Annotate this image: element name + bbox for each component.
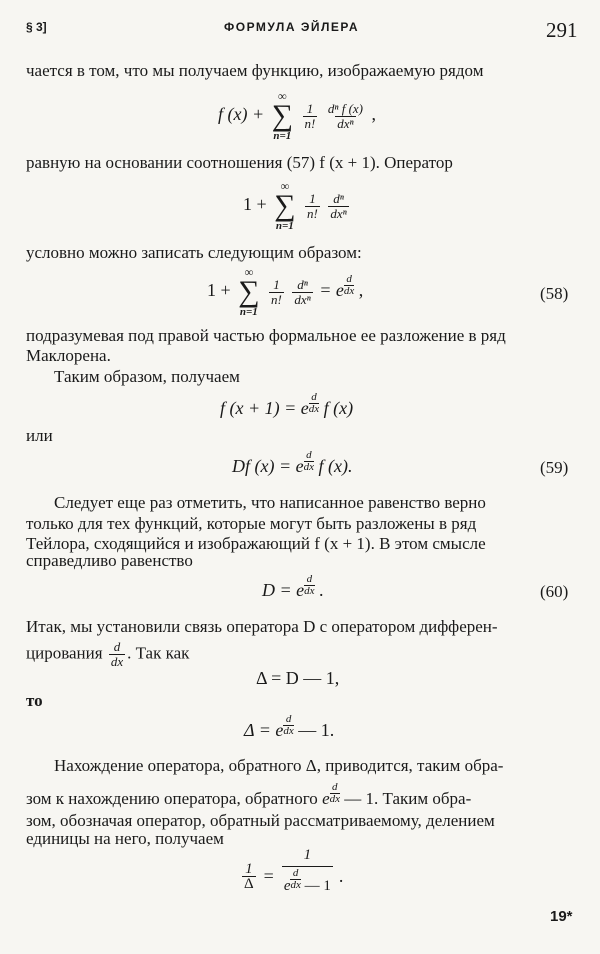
frac-den: dx bbox=[110, 654, 124, 669]
fraction bbox=[292, 278, 312, 307]
eq-tail: . bbox=[338, 866, 344, 886]
fraction bbox=[328, 192, 348, 221]
frac-num: 1 bbox=[309, 190, 316, 206]
exponent bbox=[330, 782, 340, 805]
equation-operator-series bbox=[243, 180, 351, 232]
paragraph-line: Следует еще раз отметить, что написанное равенство верно bbox=[54, 493, 486, 512]
equation-60 bbox=[262, 573, 324, 611]
frac-den: n! bbox=[304, 115, 316, 131]
paragraph-line: только для тех функций, которые могут быть разложены в ряд bbox=[26, 514, 477, 533]
eq-lhs: 1 + bbox=[243, 194, 267, 215]
den-base: e bbox=[283, 878, 291, 894]
eq-tail: , bbox=[371, 104, 376, 125]
page-number: 291 bbox=[546, 18, 578, 42]
sum-lower: n=1 bbox=[239, 306, 258, 318]
sum-operator: ∞ ∑ n=1 bbox=[274, 179, 296, 232]
eq-lhs: f (x) + bbox=[218, 104, 265, 125]
frac-den: dxⁿ bbox=[330, 205, 347, 221]
eq-tail: , bbox=[358, 280, 364, 301]
exponent bbox=[304, 450, 314, 473]
equation-delta-exp bbox=[244, 713, 335, 751]
frac-num: 1 bbox=[245, 861, 253, 877]
frac-num: 1 bbox=[273, 276, 280, 292]
paragraph-line: равную на основании соотношения (57) f (x + 1). Оператор bbox=[26, 153, 453, 172]
text-fragment: — 1. Таким обра- bbox=[344, 789, 472, 808]
equation-number: (60) bbox=[540, 582, 569, 601]
paragraph-line: справедливо равенство bbox=[26, 551, 193, 570]
equation-inverse-delta bbox=[240, 848, 343, 905]
fraction bbox=[242, 862, 256, 891]
paragraph-line-with-fraction bbox=[26, 640, 189, 669]
exp-num: d bbox=[292, 867, 299, 879]
eq-rhs: f (x) bbox=[323, 398, 354, 418]
equation-delta-def: Δ = D — 1, bbox=[256, 668, 340, 688]
frac-den bbox=[282, 866, 333, 905]
sum-operator: ∞ ∑ n=1 bbox=[271, 89, 294, 142]
eq-tail: . bbox=[319, 580, 324, 600]
inline-fraction bbox=[109, 640, 125, 669]
equation-59 bbox=[232, 449, 353, 487]
exp-den: dx bbox=[308, 403, 320, 415]
exp-den: dx bbox=[343, 285, 355, 298]
exp-den: dx bbox=[303, 461, 315, 473]
exp-num: d bbox=[285, 713, 292, 725]
eq-rhs: — 1. bbox=[298, 720, 335, 740]
frac-den: n! bbox=[271, 291, 282, 307]
eq-lhs: Δ = e bbox=[244, 720, 284, 740]
fraction bbox=[326, 102, 365, 131]
exponent bbox=[283, 714, 293, 737]
fraction bbox=[303, 102, 318, 131]
sum-upper: ∞ bbox=[278, 89, 287, 103]
frac-den: n! bbox=[307, 205, 318, 221]
exponent bbox=[309, 392, 319, 415]
text-fragment: цирования bbox=[26, 643, 103, 663]
equation-series-f bbox=[218, 90, 376, 142]
sum-lower: n=1 bbox=[273, 130, 292, 142]
eq-lhs: Df (x) = e bbox=[232, 456, 304, 476]
frac-den: dxⁿ bbox=[294, 291, 311, 307]
eq-equals: = bbox=[263, 866, 274, 886]
equation-number: (58) bbox=[540, 284, 569, 303]
paragraph-line: то bbox=[26, 691, 43, 710]
eq-lhs: f (x + 1) = e bbox=[220, 398, 309, 418]
paragraph-line: чается в том, что мы получаем функцию, изображаемую рядом bbox=[26, 61, 484, 80]
fraction bbox=[282, 848, 333, 905]
eq-equals: = e bbox=[319, 280, 344, 301]
exp-den: dx bbox=[304, 585, 315, 597]
equation-number: (59) bbox=[540, 458, 569, 477]
paragraph-line: Таким образом, получаем bbox=[54, 367, 240, 386]
sum-upper: ∞ bbox=[280, 179, 290, 193]
sum-operator: ∞ ∑ n=1 bbox=[238, 265, 260, 318]
exponent bbox=[344, 274, 354, 297]
exp-den: dx bbox=[290, 879, 301, 891]
paragraph-line: Тейлора, сходящийся и изображающий f (x + 1). В этом смысле bbox=[26, 534, 486, 553]
eq-lhs: D = e bbox=[262, 580, 305, 600]
exp-den: dx bbox=[329, 793, 340, 805]
exp-num: d bbox=[306, 573, 313, 585]
frac-num: 1 bbox=[303, 847, 312, 863]
paragraph-line: зом, обозначая оператор, обратный рассматриваемому, делением bbox=[26, 811, 495, 830]
paragraph-line: условно можно записать следующим образом: bbox=[26, 243, 362, 262]
exp-num: d bbox=[346, 273, 352, 286]
fraction bbox=[305, 192, 320, 221]
eq-lhs: 1 + bbox=[207, 280, 231, 301]
exponent bbox=[290, 868, 300, 891]
exp-den: dx bbox=[283, 725, 294, 737]
equation-58 bbox=[207, 266, 363, 318]
frac-num: d bbox=[113, 639, 121, 654]
den-tail: — 1 bbox=[304, 878, 331, 894]
section-marker: § 3] bbox=[26, 20, 47, 34]
paragraph-line: единицы на него, получаем bbox=[26, 829, 224, 848]
signature-mark: 19* bbox=[550, 908, 573, 925]
paragraph-line: Итак, мы установили связь оператора D с оператором дифферен- bbox=[26, 617, 498, 636]
exp-num: d bbox=[306, 449, 312, 461]
sum-lower: n=1 bbox=[275, 220, 294, 232]
frac-num: 1 bbox=[306, 100, 314, 116]
equation-shift bbox=[220, 391, 354, 429]
paragraph-line: подразумевая под правой частью формальное ее разложение в ряд bbox=[26, 326, 506, 345]
text-fragment: зом к нахождению оператора, обратного bbox=[26, 789, 318, 808]
running-title: ФОРМУЛА ЭЙЛЕРА bbox=[224, 20, 360, 34]
paragraph-line: Маклорена. bbox=[26, 346, 111, 365]
inline-base: e bbox=[322, 789, 330, 808]
sum-upper: ∞ bbox=[244, 265, 254, 279]
text-fragment: . Так как bbox=[127, 643, 190, 663]
paragraph-line: Нахождение оператора, обратного Δ, приводится, таким обра- bbox=[54, 756, 504, 775]
frac-den: Δ bbox=[244, 876, 254, 892]
exp-num: d bbox=[332, 781, 338, 793]
eq-rhs: f (x). bbox=[318, 456, 353, 476]
paragraph-line: или bbox=[26, 426, 53, 445]
frac-den: dxⁿ bbox=[337, 115, 354, 131]
frac-num: dⁿ f (x) bbox=[327, 100, 363, 116]
exp-num: d bbox=[311, 391, 317, 403]
frac-num: dⁿ bbox=[333, 190, 344, 206]
frac-num: dⁿ bbox=[297, 276, 308, 292]
fraction bbox=[269, 278, 284, 307]
exponent bbox=[304, 574, 314, 597]
